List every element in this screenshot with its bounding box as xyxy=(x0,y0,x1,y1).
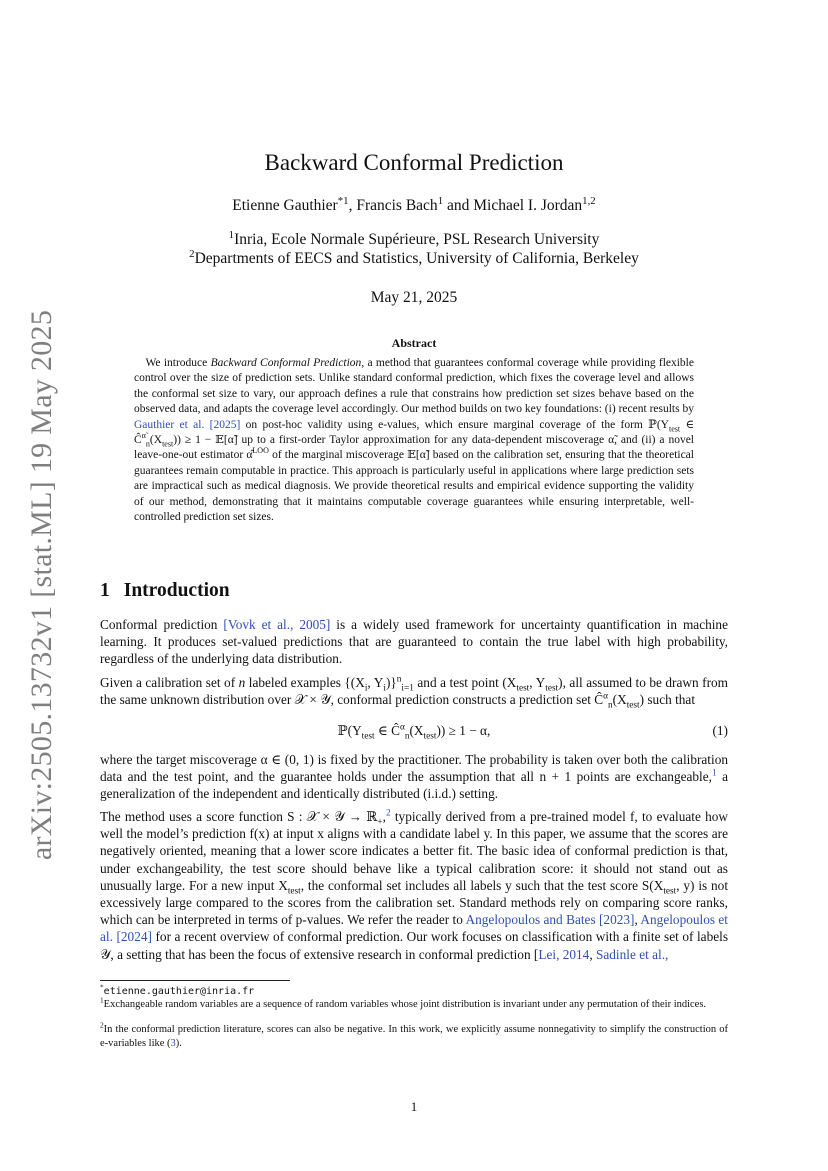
author-email: etienne.gauthier@inria.fr xyxy=(103,986,255,997)
paragraph-text: a generalization of the independent and identically distributed (i.i.d.) setting. xyxy=(100,769,728,802)
footnote-text: ). xyxy=(175,1037,182,1049)
paragraph-text: Given a calibration set of xyxy=(100,675,239,690)
paragraph-text: The method uses a score function S : 𝒳 × 𝒴 → ℝ xyxy=(100,809,378,824)
author-name: Francis Bach xyxy=(356,197,438,214)
citation-link[interactable]: Gauthier et al. [2025] xyxy=(134,418,241,431)
paragraph-text: , Y xyxy=(529,675,546,690)
equation-reference-link[interactable]: 3 xyxy=(170,1037,176,1049)
affiliation-text: Departments of EECS and Statistics, University of California, Berkeley xyxy=(194,250,639,267)
affiliation-mark: 2 xyxy=(189,247,195,260)
paragraph xyxy=(100,674,728,711)
math-subscript: test xyxy=(545,683,559,694)
abstract-body xyxy=(134,356,694,525)
math-superscript: α xyxy=(603,691,609,702)
citation-link[interactable]: Lei, 2014 xyxy=(538,946,590,962)
math-symbol: n xyxy=(238,675,246,690)
author-separator: and xyxy=(443,197,474,214)
footnote-text: In the conformal prediction literature, scores can also be negative. In this work, we explicitly assume nonnegativity to simplify the construction of e-variables like ( xyxy=(100,1024,728,1049)
equation-expression xyxy=(100,722,728,742)
footnote-mark: 2 xyxy=(100,1020,104,1030)
abstract-text: We introduce xyxy=(145,357,211,369)
equation-number: (1) xyxy=(712,723,728,738)
arxiv-identifier-stamp: arXiv:2505.13732v1 [stat.ML] 19 May 2025 xyxy=(25,309,58,861)
citation-link[interactable]: Angelopoulos and Bates [2023] xyxy=(465,912,635,928)
footnote xyxy=(100,982,728,999)
abstract-text: on post-hoc validity using e-values, which ensure marginal coverage of the form ℙ(Y xyxy=(240,418,669,431)
math-superscript: n xyxy=(396,674,402,685)
math-subscript: test xyxy=(663,886,677,897)
paragraph-text: typically derived from a pre-trained model f, to evaluate how well the model’s prediction f(x) at input x aligns with a candidate label y. In this paper, we assume that the scores are negatively oriented, meaning that a lower score indicates a better fit. The basic idea of conformal prediction is that, under exchangeability, the test score should behave like a typical calibration score: it should not stand out as unusually large. For a new input X xyxy=(100,809,728,893)
math-subscript: test xyxy=(162,439,174,449)
math-subscript: n xyxy=(608,700,613,711)
math-subscript: n xyxy=(404,731,410,742)
math-subscript: i=1 xyxy=(401,683,414,694)
affiliation xyxy=(0,247,828,268)
citation-link[interactable]: Sadinle et al., xyxy=(595,946,669,962)
abstract-text: (X xyxy=(149,434,163,447)
paragraph-text: labeled examples {(X xyxy=(245,675,365,690)
paragraph-text: , xyxy=(382,809,386,824)
math-superscript: α̃ xyxy=(141,431,146,441)
paragraph-text: ) such that xyxy=(639,692,696,708)
footnote-divider xyxy=(100,980,290,981)
author-affiliation-mark: 1,2 xyxy=(582,194,596,207)
footnote-mark: * xyxy=(100,982,104,992)
paragraph-text: , xyxy=(634,912,641,928)
footnote-marker[interactable]: 1 xyxy=(711,768,717,779)
citation-link[interactable]: [Vovk et al., 2005] xyxy=(223,617,331,632)
paragraph-text: Conformal prediction xyxy=(100,617,224,632)
math-subscript: test xyxy=(361,731,375,742)
equation-text: ∈ Ĉ xyxy=(374,723,400,738)
abstract-text: )) ≥ 1 − 𝔼[α̃] up to a first-order Taylor approximation for any data-dependent miscoverage α̃, and (ii) a novel leave-one-out estimator α̂ xyxy=(134,434,694,462)
section-heading xyxy=(100,580,230,602)
publication-date: May 21, 2025 xyxy=(370,289,458,306)
abstract-heading: Abstract xyxy=(391,336,437,350)
math-superscript: LOO xyxy=(252,446,269,456)
paragraph-text: is a widely used framework for uncertainty quantification in machine learning. It produces set-valued predictions that are guaranteed to contain the true label with high probability, regardless of the underlying data distribution. xyxy=(100,617,728,667)
author-name: Etienne Gauthier xyxy=(232,197,338,214)
citation-link[interactable]: Angelopoulos et al. [2024] xyxy=(100,912,728,945)
section-title: Introduction xyxy=(123,580,230,601)
author-list xyxy=(0,194,828,215)
abstract-text: of the marginal miscoverage 𝔼[α̃] based on the calibration set, ensuring that the theoretical guarantees remain computable in practice. This approach is particularly useful in applications where large prediction sets are impractical such as medical diagnosis. We provide theoretical results and empirical evidence supporting the validity of our method, demonstrating that it maintains computable coverage guarantees while ensuring interpretable, well-controlled prediction set sizes. xyxy=(134,449,694,524)
footnote xyxy=(100,1020,728,1050)
abstract-text: , a method that guarantees conformal coverage while providing flexible control over the size of prediction sets. Unlike standard conformal prediction, which fixes the coverage level and allows the conformal set size to vary, our approach defines a rule that constrains how prediction set sizes behave based on the observed data, and adapts the coverage level accordingly. Our method builds on two key foundations: (i) recent results by xyxy=(134,357,694,416)
paragraph xyxy=(100,751,728,803)
paragraph-text: where the target miscoverage α ∈ (0, 1) is fixed by the practitioner. The probability is taken over both the calibration data and the test point, and the guarantee holds under the assumption that all n + 1 points are exchangeable, xyxy=(100,752,728,785)
paragraph-text: , y) is not excessively large compared to the scores from the calibration set. Standard methods rely on comparing score ranks, which can be interpreted in terms of p-values. We refer the reader to xyxy=(100,877,729,928)
math-subscript: test xyxy=(516,683,530,694)
math-subscript: i xyxy=(364,683,368,694)
paragraph xyxy=(100,616,728,668)
paragraph-text: , xyxy=(589,946,596,962)
math-subscript: i xyxy=(383,683,386,694)
author-affiliation-mark: 1 xyxy=(437,194,444,207)
footnote-marker[interactable]: 2 xyxy=(385,808,391,819)
math-subscript: + xyxy=(377,817,383,828)
affiliation-mark: 1 xyxy=(228,228,235,241)
math-subscript: test xyxy=(668,423,681,433)
math-superscript: α xyxy=(399,722,405,733)
paper-title: Backward Conformal Prediction xyxy=(264,150,564,175)
affiliation-text: Inria, Ecole Normale Supérieure, PSL Research University xyxy=(234,231,600,248)
math-subscript: test xyxy=(287,886,301,897)
paragraph-text: ), all assumed to be drawn from the same unknown distribution over 𝒳 × 𝒴, conformal prediction constructs a prediction set Ĉ xyxy=(100,675,728,708)
abstract-text: ∈ Ĉ xyxy=(134,418,694,447)
equation-text: (X xyxy=(409,723,424,738)
equation-text: )) ≥ 1 − α, xyxy=(436,723,491,738)
footnote-mark: 1 xyxy=(100,995,104,1005)
equation-text: ℙ(Y xyxy=(337,723,362,738)
math-subscript: test xyxy=(423,731,437,742)
paragraph-text: and a test point (X xyxy=(413,675,517,690)
paragraph xyxy=(100,808,728,963)
math-subscript: n xyxy=(145,439,150,449)
section-number: 1 xyxy=(100,580,110,601)
author-name: Michael I. Jordan xyxy=(473,197,583,214)
affiliation xyxy=(0,228,828,249)
paragraph-text: )} xyxy=(385,675,397,690)
paragraph-text: (X xyxy=(612,692,627,708)
paragraph-text: , Y xyxy=(367,675,384,690)
paragraph-text: , the conformal set includes all labels y such that the test score S(X xyxy=(300,877,664,893)
author-separator: , xyxy=(348,197,357,214)
paragraph-text: for a recent overview of conformal prediction. Our work focuses on classification with a finite set of labels 𝒴, a setting that has been the focus of extensive research in conformal prediction [ xyxy=(100,929,728,962)
author-affiliation-mark: *1 xyxy=(337,194,349,207)
math-subscript: test xyxy=(626,700,640,711)
footnote-text: Exchangeable random variables are a sequence of random variables whose joint distribution is invariant under any permutation of their indices. xyxy=(103,999,707,1010)
page-number: 1 xyxy=(410,1099,418,1114)
footnote xyxy=(100,995,728,1012)
method-name: Backward Conformal Prediction xyxy=(210,357,362,369)
